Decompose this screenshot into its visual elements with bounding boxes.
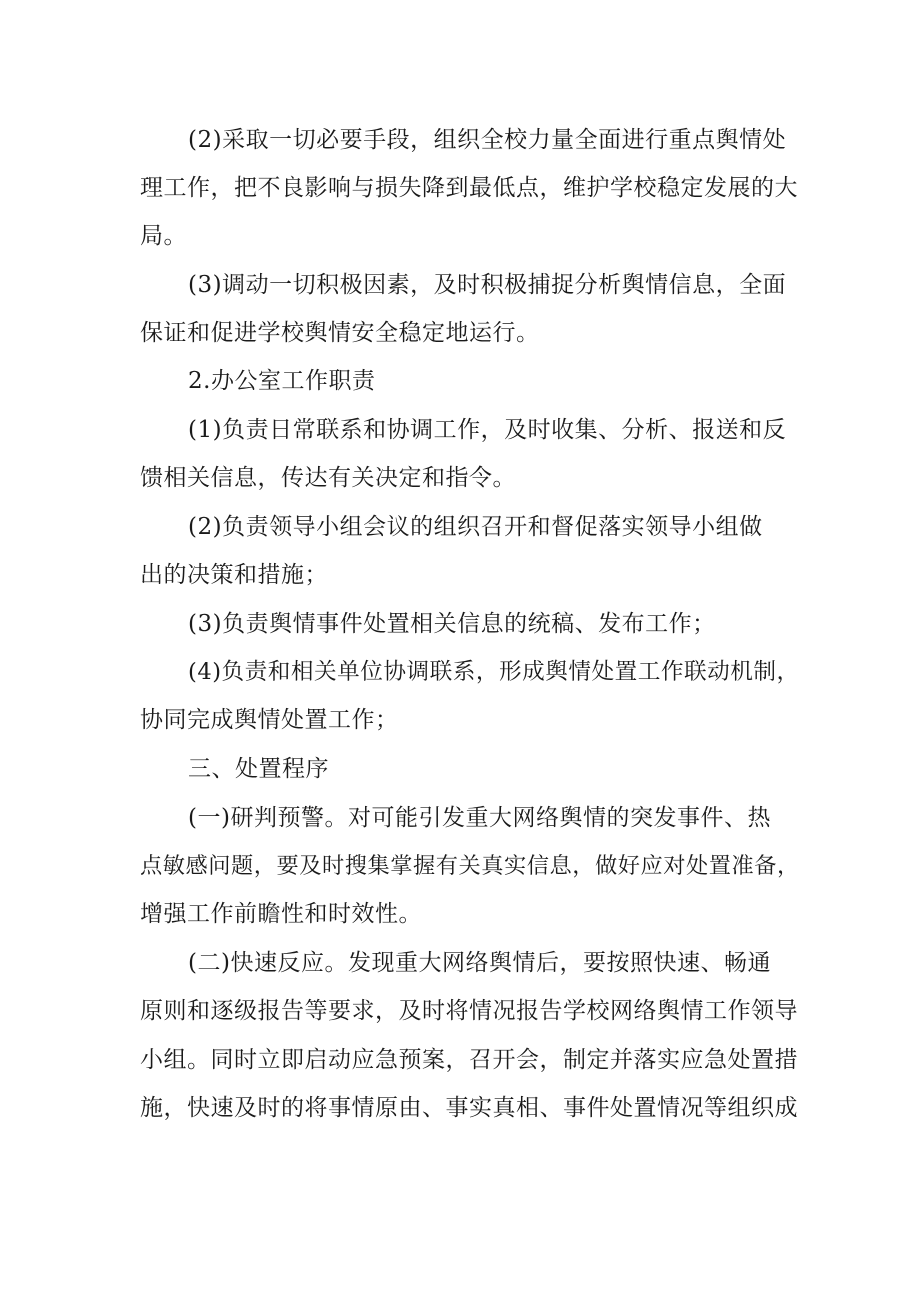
paragraph-line: (2)负责领导小组会议的组织召开和督促落实领导小组做	[188, 514, 763, 540]
paragraph-line: 保证和促进学校舆情安全稳定地运行。	[140, 320, 540, 346]
paragraph-line: (2)采取一切必要手段，组织全校力量全面进行重点舆情处	[188, 127, 787, 153]
paragraph-line: 出的决策和措施；	[140, 562, 328, 588]
section-heading: 三、处置程序	[188, 756, 329, 782]
paragraph-line: (4)负责和相关单位协调联系，形成舆情处置工作联动机制，	[188, 659, 800, 685]
section-heading: 2.办公室工作职责	[188, 368, 376, 394]
paragraph-line: 馈相关信息，传达有关决定和指令。	[140, 465, 516, 491]
paragraph-line: 局。	[140, 223, 187, 249]
paragraph-line: 理工作，把不良影响与损失降到最低点，维护学校稳定发展的大	[140, 175, 798, 201]
paragraph-line: 增强工作前瞻性和时效性。	[140, 901, 422, 927]
paragraph-line: 施，快速及时的将事情原由、事实真相、事件处置情况等组织成	[140, 1095, 798, 1121]
paragraph-line: (二)快速反应。发现重大网络舆情后，要按照快速、畅通	[188, 950, 771, 976]
paragraph-line: 点敏感问题，要及时搜集掌握有关真实信息，做好应对处置准备，	[140, 853, 800, 879]
paragraph-line: 小组。同时立即启动应急预案，召开会，制定并落实应急处置措	[140, 1047, 798, 1073]
paragraph-line: (3)调动一切积极因素，及时积极捕捉分析舆情信息，全面	[188, 272, 787, 298]
paragraph-line: 协同完成舆情处置工作；	[140, 707, 399, 733]
paragraph-line: (3)负责舆情事件处置相关信息的统稿、发布工作；	[188, 611, 716, 637]
paragraph-line: (一)研判预警。对可能引发重大网络舆情的突发事件、热	[188, 805, 771, 831]
paragraph-line: (1)负责日常联系和协调工作，及时收集、分析、报送和反	[188, 417, 787, 443]
paragraph-line: 原则和逐级报告等要求，及时将情况报告学校网络舆情工作领导	[140, 998, 798, 1024]
